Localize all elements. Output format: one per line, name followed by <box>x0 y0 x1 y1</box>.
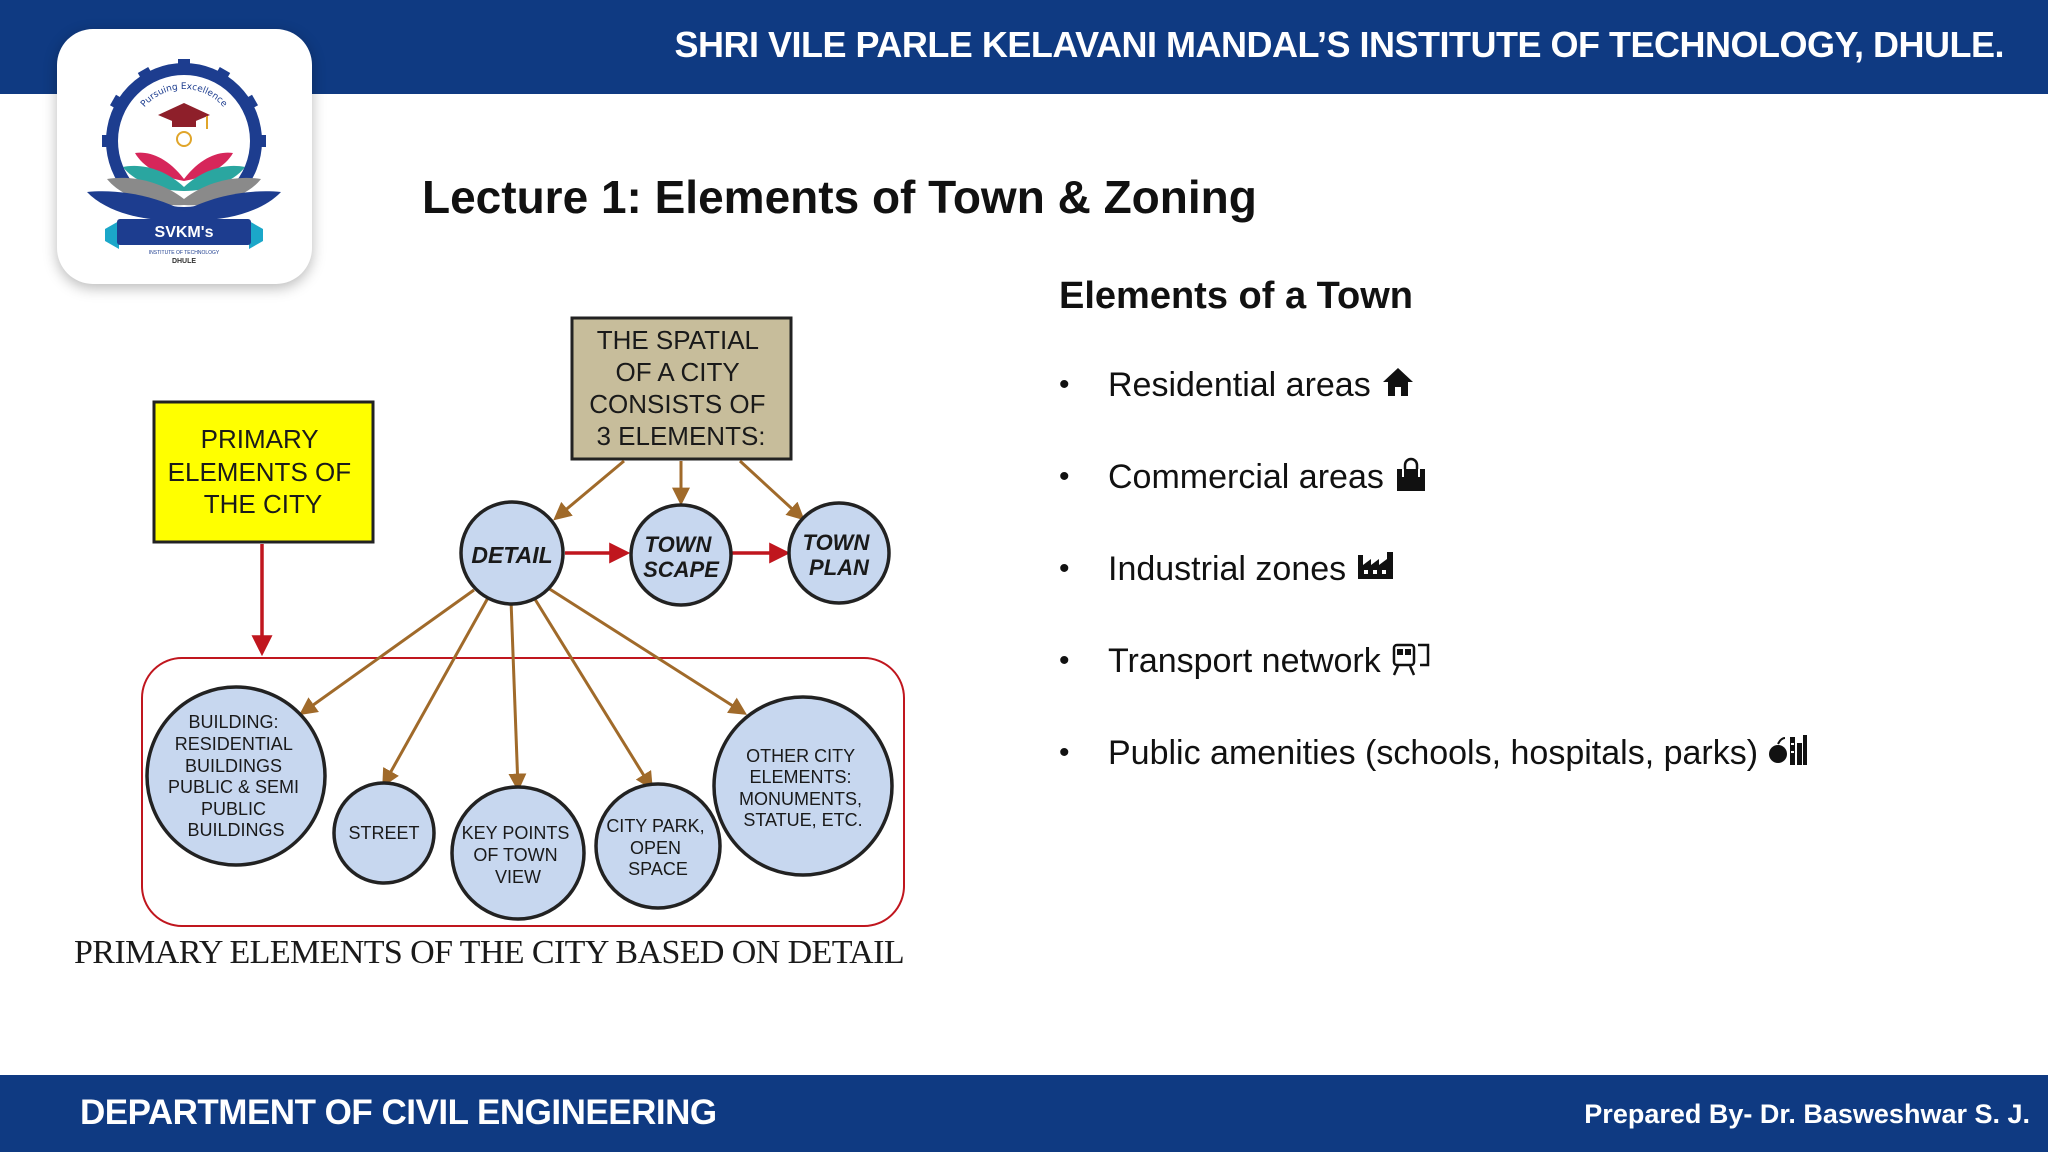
townplan-node <box>789 503 889 603</box>
bullet: • <box>1059 644 1070 677</box>
svg-text:THE SPATIAL OF A CITY: THE SPATIAL OF A CITY CONSISTS OF 3 ELEMENTS: <box>589 325 766 451</box>
detail-to-citypark-arrow <box>533 596 651 787</box>
svg-text:BUILDING: RESIDENTIAL: BUILDING: RESIDENTIAL BUILDINGS PUBLIC & SEMI PUBLIC BUILDINGS <box>167 712 300 840</box>
keypoints-node <box>452 787 584 919</box>
townscape-node <box>631 505 731 605</box>
detail-to-keypoints-arrow <box>511 600 518 788</box>
elements-diagram <box>60 290 980 940</box>
list-item-label: Residential areas <box>1108 366 1371 404</box>
svg-text:KEY POINTS OF TOWN: KEY POINTS OF TOWN VIEW <box>461 823 570 887</box>
department-name: DEPARTMENT OF CIVIL ENGINEERING <box>80 1093 717 1132</box>
detail-to-other-arrow <box>548 588 744 713</box>
list-item-transport <box>1059 641 1808 733</box>
logo-motto: Pursuing Excellence <box>139 81 229 110</box>
shopping-bag-icon <box>1394 457 1428 502</box>
building-node <box>147 687 325 865</box>
school-icon <box>1768 733 1808 776</box>
prepared-by: Prepared By- Dr. Basweshwar S. J. <box>1584 1099 2030 1129</box>
svg-text:PRIMARY ELEMENTS OF: PRIMARY ELEMENTS OF THE CITY <box>167 424 352 519</box>
svkm-logo <box>57 29 312 284</box>
primary-elements-box <box>154 402 373 542</box>
factory-icon <box>1356 549 1396 590</box>
lecture-title: Lecture 1: Elements of Town & Zoning <box>422 171 1257 223</box>
list-item-industrial <box>1059 549 1808 641</box>
other-elements-node <box>714 697 892 875</box>
street-node <box>334 783 434 883</box>
diagram-caption: PRIMARY ELEMENTS OF THE CITY BASED ON DETAIL <box>74 934 905 971</box>
bullet: • <box>1059 368 1070 401</box>
elements-list <box>1059 365 1808 825</box>
list-item-label: Industrial zones <box>1108 550 1347 588</box>
bullet: • <box>1059 552 1070 585</box>
list-item-commercial <box>1059 457 1808 549</box>
logo-subtitle: INSTITUTE OF TECHNOLOGY <box>148 250 220 256</box>
spatial-to-detail-arrow <box>556 461 624 518</box>
list-item-label: Public amenities (schools, hospitals, parks) <box>1108 734 1759 772</box>
list-item-public-amenities <box>1059 733 1808 825</box>
list-item-label: Commercial areas <box>1108 458 1384 496</box>
house-icon <box>1381 365 1415 408</box>
footer-bar <box>0 1075 2048 1152</box>
spatial-to-townplan-arrow <box>740 461 802 518</box>
list-item-label: Transport network <box>1108 642 1381 680</box>
tram-icon <box>1391 641 1431 686</box>
detail-to-building-arrow <box>302 590 474 713</box>
svg-text:TOWN PLAN: TOWN PLAN <box>802 530 870 580</box>
svg-text:STREET: STREET <box>348 823 420 843</box>
detail-node <box>461 502 563 604</box>
bullet: • <box>1059 736 1070 769</box>
bullet: • <box>1059 460 1070 493</box>
list-item-residential <box>1059 365 1808 457</box>
logo-city: DHULE <box>171 258 197 265</box>
svg-text:TOWN SCAPE: TOWN SCAPE <box>643 532 719 582</box>
elements-heading: Elements of a Town <box>1059 275 1414 317</box>
citypark-node <box>596 784 720 908</box>
svg-text:DETAIL: DETAIL <box>471 542 553 568</box>
detail-to-street-arrow <box>384 596 489 784</box>
spatial-elements-box <box>572 318 791 459</box>
institute-title: SHRI VILE PARLE KELAVANI MANDAL’S INSTITUTE OF TECHNOLOGY, DHULE. <box>674 24 2004 65</box>
logo-name: SVKM's <box>154 224 214 241</box>
svg-text:CITY PARK, OPEN SP: CITY PARK, OPEN SPACE <box>606 816 705 879</box>
svg-text:OTHER CITY ELEMENTS:: OTHER CITY ELEMENTS: MONUMENTS, STATUE, ETC. <box>738 746 863 830</box>
